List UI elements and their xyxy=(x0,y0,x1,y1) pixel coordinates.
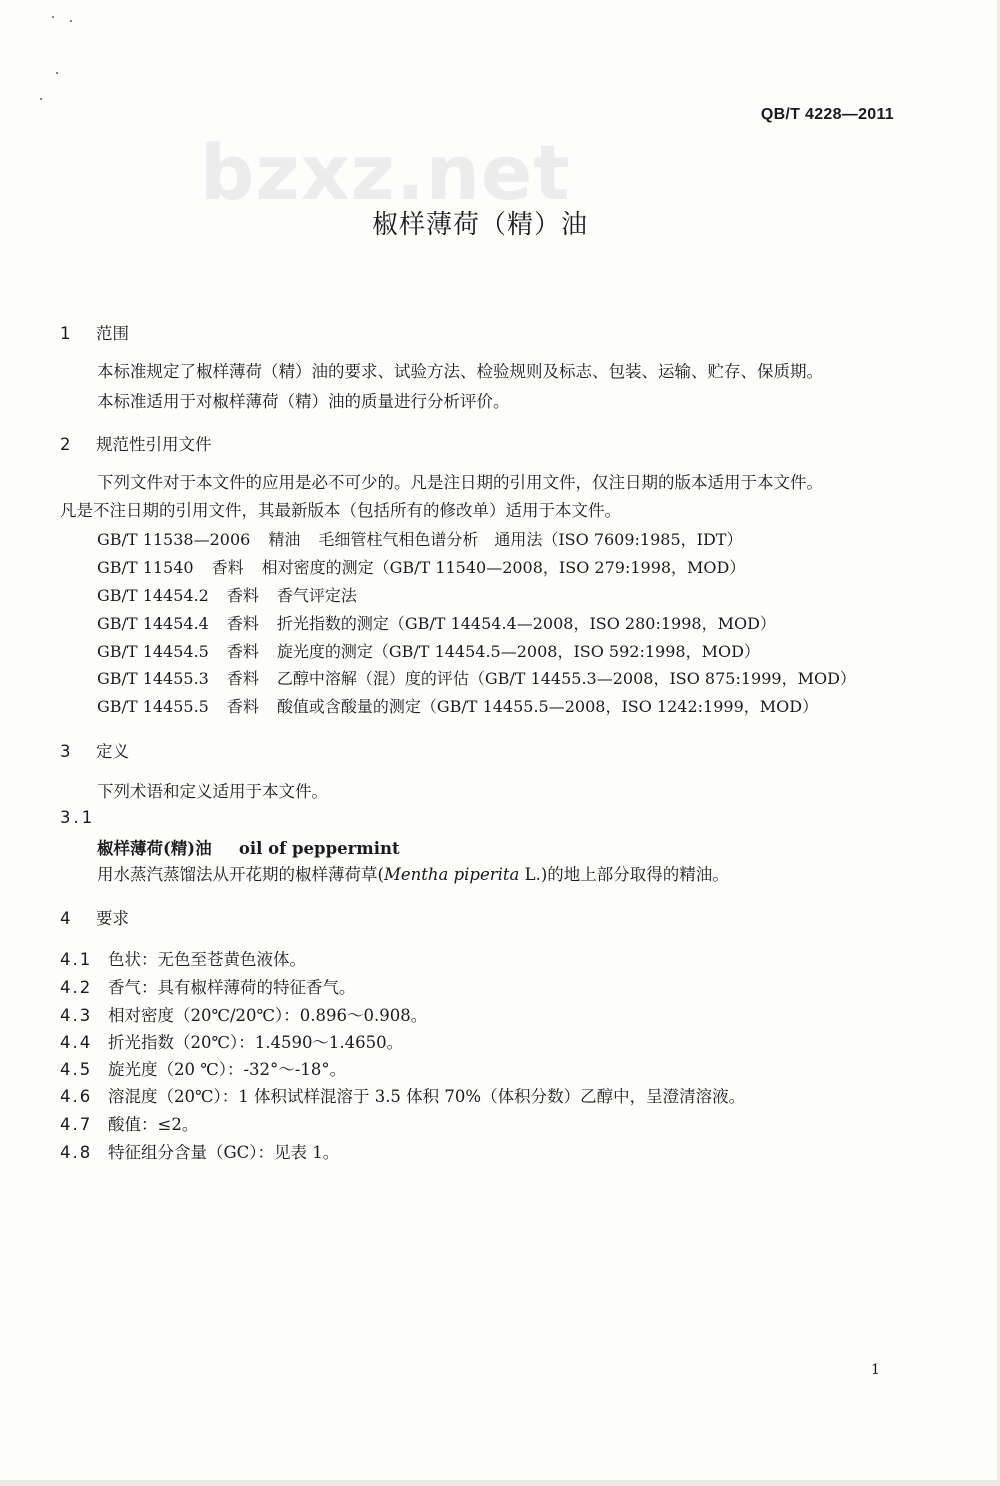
term-number: 3.1 xyxy=(60,808,96,827)
term-entry xyxy=(97,835,400,859)
scan-speck xyxy=(70,20,72,22)
section-2-heading: 2 规范性引用文件 xyxy=(60,435,212,454)
section-2-intro: 凡是不注日期的引用文件，其最新版本（包括所有的修改单）适用于本文件。 xyxy=(60,501,621,520)
section-1-paragraph: 本标准适用于对椒样薄荷（精）油的质量进行分析评价。 xyxy=(97,392,510,411)
section-1-heading: 1 范围 xyxy=(60,324,129,343)
reference-item: GB/T 14455.5 香料 酸值或含酸量的测定（GB/T 14455.5—2008，ISO 1242:1999，MOD） xyxy=(97,697,819,716)
section-1-paragraph: 本标准规定了椒样薄荷（精）油的要求、试验方法、检验规则及标志、包装、运输、贮存、保质期。 xyxy=(97,362,823,381)
watermark: bzxz.net xyxy=(200,128,571,217)
requirement-item: 4.7 酸值：≤2。 xyxy=(60,1115,199,1134)
section-2-intro: 下列文件对于本文件的应用是必不可少的。凡是注日期的引用文件，仅注日期的版本适用于本文件。 xyxy=(97,473,823,492)
term-definition: 用水蒸汽蒸馏法从开花期的椒样薄荷草(Mentha piperita L.)的地上部分取得的精油。 xyxy=(97,865,729,884)
requirement-item: 4.6 溶混度（20℃）：1 体积试样混溶于 3.5 体积 70%（体积分数）乙醇中，呈澄清溶液。 xyxy=(60,1087,746,1106)
section-4-heading: 4 要求 xyxy=(60,909,129,928)
standard-code: QB/T 4228—2011 xyxy=(760,106,894,123)
section-3-heading: 3 定义 xyxy=(60,742,129,761)
term-chinese: 椒样薄荷(精)油 xyxy=(97,839,212,858)
requirement-item: 4.1 色状：无色至苍黄色液体。 xyxy=(60,950,306,969)
reference-item: GB/T 14455.3 香料 乙醇中溶解（混）度的评估（GB/T 14455.3—2008，ISO 875:1999，MOD） xyxy=(97,669,856,688)
reference-item: GB/T 14454.4 香料 折光指数的测定（GB/T 14454.4—2008，ISO 280:1998，MOD） xyxy=(97,614,776,633)
requirement-item: 4.5 旋光度（20 ℃）：-32°～-18°。 xyxy=(60,1060,347,1079)
requirement-item: 4.3 相对密度（20℃/20℃）：0.896～0.908。 xyxy=(60,1006,428,1025)
scan-edge xyxy=(0,1480,1000,1486)
requirement-item: 4.4 折光指数（20℃）：1.4590～1.4650。 xyxy=(60,1033,404,1052)
reference-item: GB/T 14454.5 香料 旋光度的测定（GB/T 14454.5—2008，ISO 592:1998，MOD） xyxy=(97,642,760,661)
reference-item: GB/T 11540 香料 相对密度的测定（GB/T 11540—2008，ISO 279:1998，MOD） xyxy=(97,558,746,577)
section-3-intro: 下列术语和定义适用于本文件。 xyxy=(97,782,328,801)
document-title: 椒样薄荷（精）油 xyxy=(371,210,588,240)
scan-speck xyxy=(40,98,42,100)
species-name: Mentha piperita xyxy=(383,865,520,884)
scan-speck xyxy=(52,16,54,18)
requirement-item: 4.2 香气：具有椒样薄荷的特征香气。 xyxy=(60,978,356,997)
term-english: oil of peppermint xyxy=(238,839,400,858)
requirement-item: 4.8 特征组分含量（GC）：见表 1。 xyxy=(60,1143,340,1162)
scan-speck xyxy=(56,72,58,74)
reference-item: GB/T 11538—2006 精油 毛细管柱气相色谱分析 通用法（ISO 7609:1985，IDT） xyxy=(97,530,743,549)
reference-item: GB/T 14454.2 香料 香气评定法 xyxy=(97,586,357,605)
page-number: 1 xyxy=(871,1362,880,1378)
